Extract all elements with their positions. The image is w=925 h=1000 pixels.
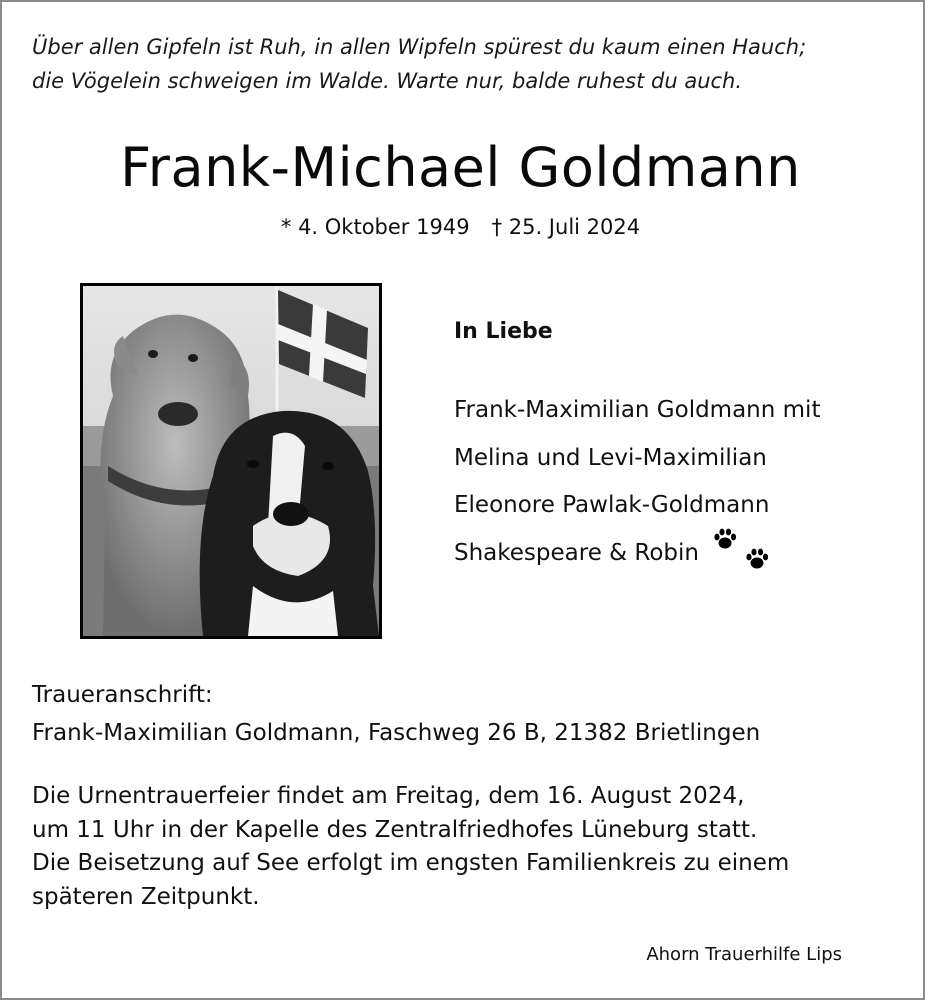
ceremony-line: um 11 Uhr in der Kapelle des Zentralfriedhofes Lüneburg statt.: [32, 816, 758, 843]
poem-line: Über allen Gipfeln ist Ruh, in allen Wipfeln spürest du kaum einen Hauch;: [32, 35, 807, 59]
dogs-photo: [80, 283, 382, 639]
dogs-photo-illustration: [83, 286, 379, 636]
family-member: Frank-Maximilian Goldmann mit: [454, 397, 821, 423]
birth-date: * 4. Oktober 1949: [280, 215, 470, 239]
family-block: [454, 312, 904, 577]
poem-line: die Vögelein schweigen im Walde. Warte nur, balde ruhest du auch.: [32, 69, 743, 93]
undertaker-name: Ahorn Trauerhilfe Lips: [646, 944, 842, 965]
life-dates: [0, 210, 921, 244]
ceremony-line: Die Beisetzung auf See erfolgt im engsten Familienkreis zu einem: [32, 850, 790, 876]
address-line: Frank-Maximilian Goldmann, Faschweg 26 B, 21382 Brietlingen: [32, 720, 761, 746]
ceremony-line: späteren Zeitpunkt.: [32, 883, 260, 910]
paw-icon: [712, 526, 738, 552]
family-heading: In Liebe: [454, 319, 553, 344]
address-label: Traueranschrift:: [32, 682, 213, 708]
ceremony-info: [32, 780, 902, 914]
paw-icon: [744, 546, 770, 572]
ceremony-line: Die Urnentrauerfeier findet am Freitag, dem 16. August 2024,: [32, 783, 745, 809]
deceased-name: Frank-Michael Goldmann: [120, 136, 801, 199]
poem: [32, 30, 902, 98]
family-member: Eleonore Pawlak-Goldmann: [454, 492, 770, 518]
family-member-pets: [454, 530, 904, 578]
family-member: Melina und Levi-Maximilian: [454, 444, 767, 471]
death-date: † 25. Juli 2024: [491, 215, 641, 239]
mourning-address: [32, 676, 902, 752]
family-member: Shakespeare & Robin: [454, 539, 699, 566]
